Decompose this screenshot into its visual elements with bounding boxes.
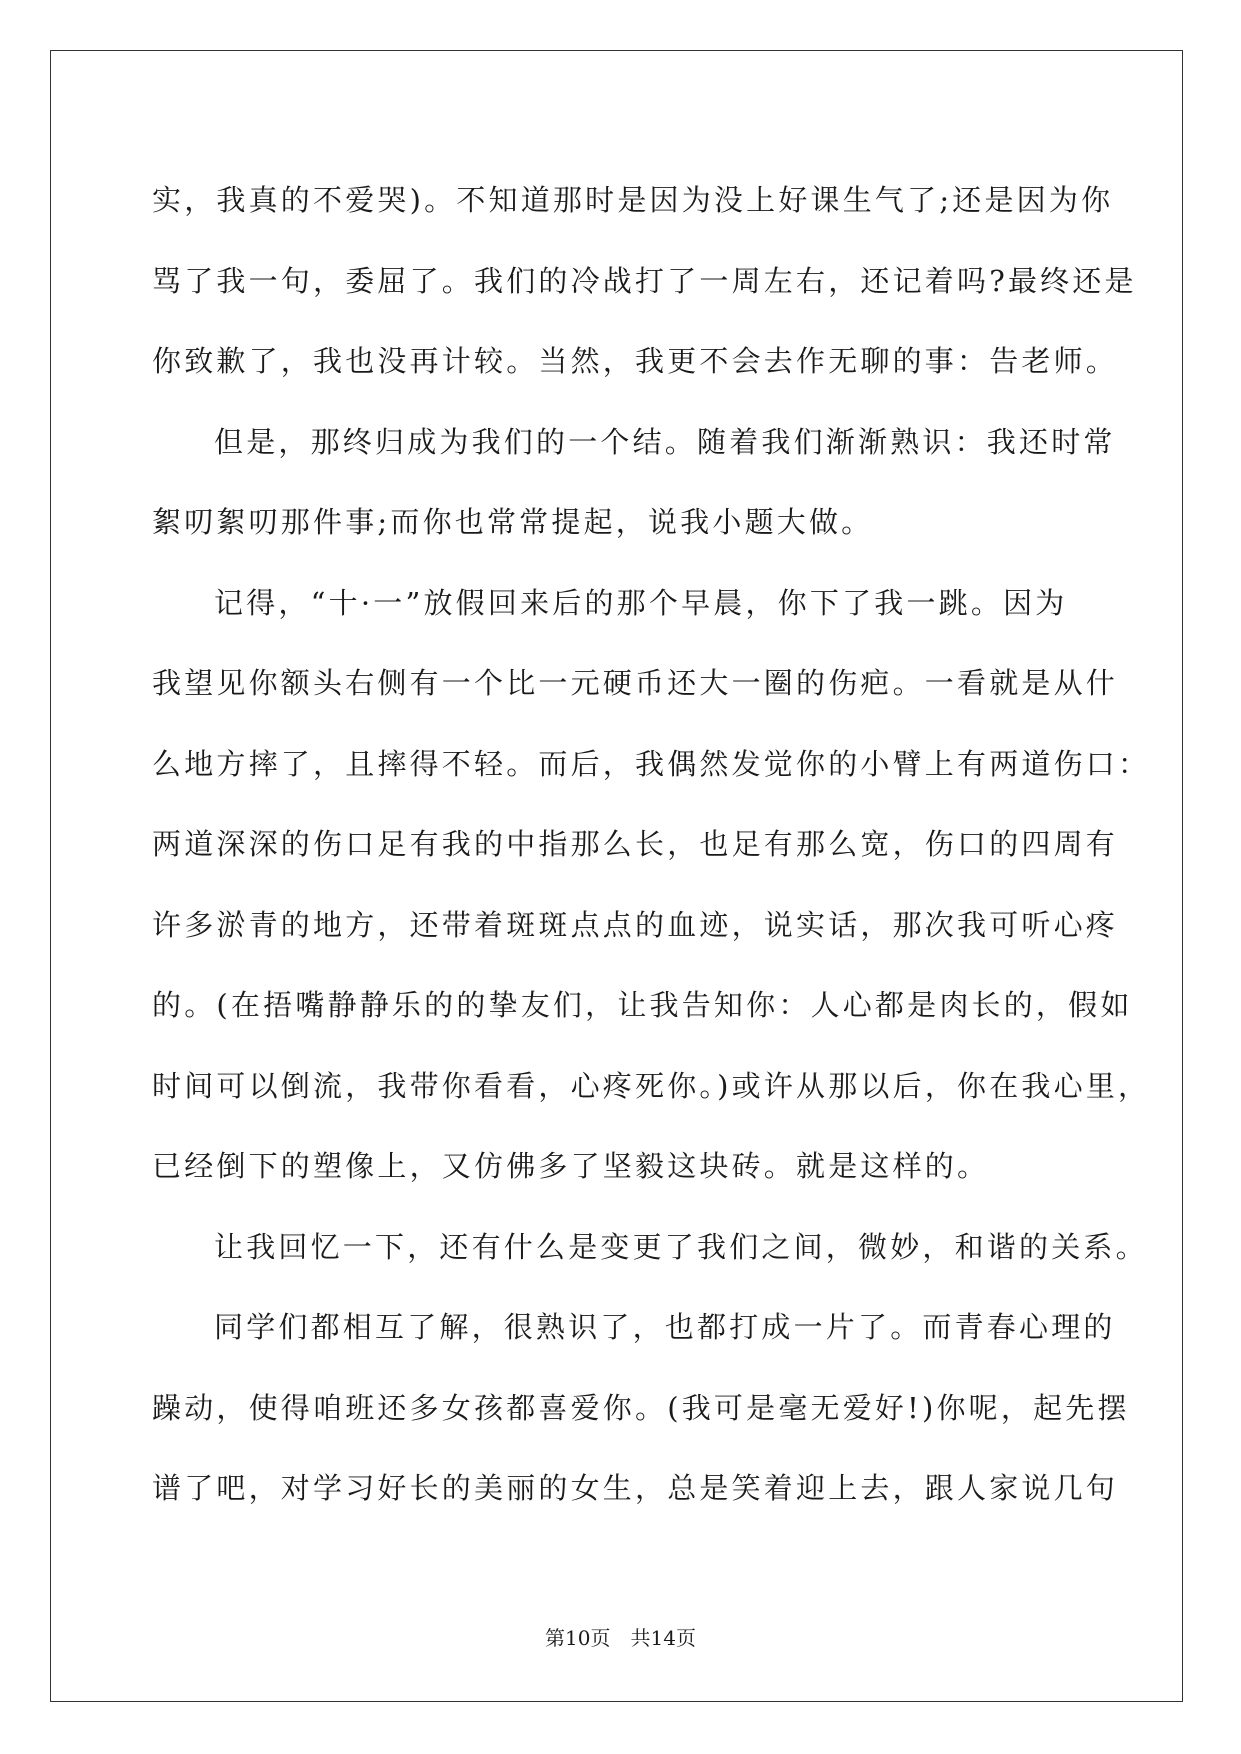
text-line: 骂了我一句，委屈了。我们的冷战打了一周左右，还记着吗?最终还是 <box>152 263 1137 298</box>
text-line: 记得，“十·一”放假回来后的那个早晨，你下了我一跳。因为 <box>214 585 1068 620</box>
text-line: 实，我真的不爱哭)。不知道那时是因为没上好课生气了;还是因为你 <box>152 183 1114 217</box>
text-line: 么地方摔了，且摔得不轻。而后，我偶然发觉你的小臂上有两道伤口： <box>152 746 1151 781</box>
text-line: 你致歉了，我也没再计较。当然，我更不会去作无聊的事：告老师。 <box>152 344 1119 378</box>
page-number: 第10页 共14页 <box>545 1626 696 1650</box>
text-line: 时间可以倒流，我带你看看，心疼死你。)或许从那以后，你在我心里， <box>152 1068 1151 1103</box>
text-line: 絮叨絮叨那件事;而你也常常提起，说我小题大做。 <box>152 505 874 539</box>
text-line: 谱了吧，对学习好长的美丽的女生，总是笑着迎上去，跟人家说几句 <box>152 1471 1119 1505</box>
text-line: 但是，那终归成为我们的一个结。随着我们渐渐熟识：我还时常 <box>214 424 1116 459</box>
text-line: 已经倒下的塑像上，又仿佛多了坚毅这块砖。就是这样的。 <box>152 1149 990 1183</box>
text-line: 让我回忆一下，还有什么是变更了我们之间，微妙，和谐的关系。 <box>214 1229 1148 1264</box>
text-line: 的。(在捂嘴静静乐的的挚友们，让我告知你：人心都是肉长的，假如 <box>152 988 1133 1022</box>
text-line: 许多淤青的地方，还带着斑斑点点的血迹，说实话，那次我可听心疼 <box>152 907 1119 942</box>
document-body <box>152 160 1151 1529</box>
text-line: 同学们都相互了解，很熟识了，也都打成一片了。而青春心理的 <box>214 1310 1116 1344</box>
text-line: 我望见你额头右侧有一个比一元硬币还大一圈的伤疤。一看就是从什 <box>152 666 1119 700</box>
text-line: 躁动，使得咱班还多女孩都喜爱你。(我可是毫无爱好!)你呢，起先摆 <box>152 1390 1130 1425</box>
text-line: 两道深深的伤口足有我的中指那么长，也足有那么宽，伤口的四周有 <box>152 827 1119 861</box>
